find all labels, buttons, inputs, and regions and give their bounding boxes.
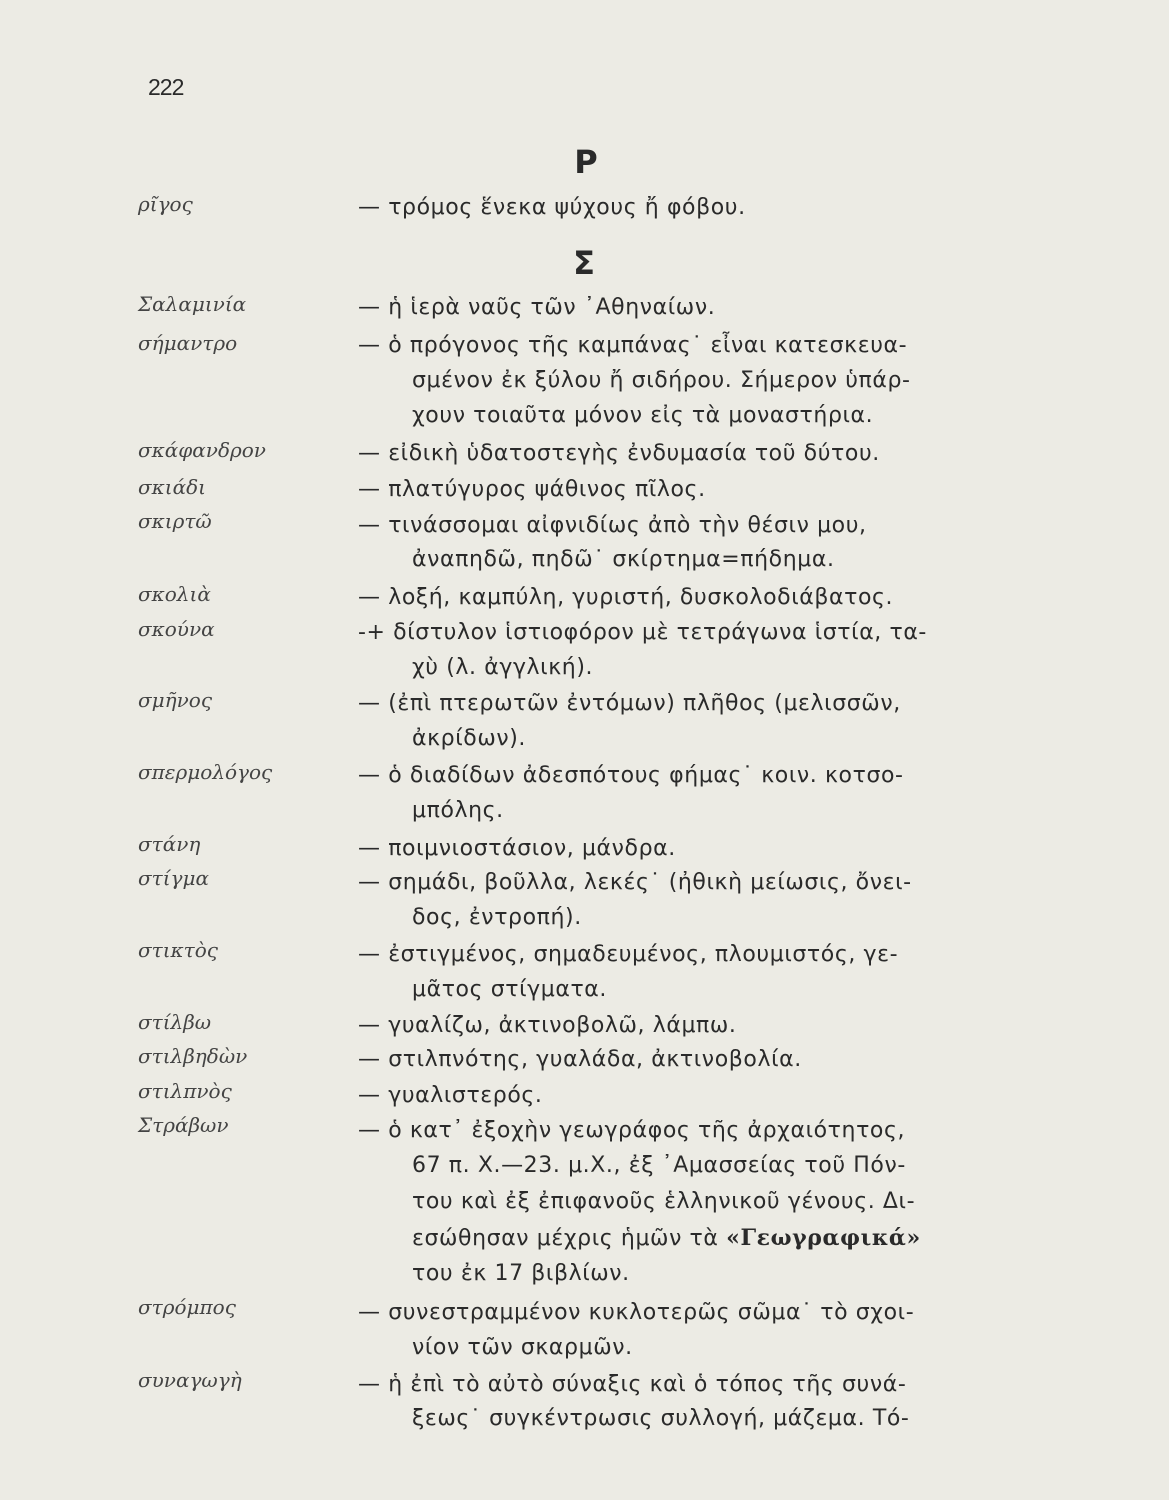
entry-term: σπερμολόγος: [138, 760, 273, 784]
entry-term: σκούνα: [138, 617, 215, 641]
entry-term: σκολιὰ: [138, 582, 211, 606]
entry-term: στιλβηδὼν: [138, 1044, 248, 1068]
entry-term: σμῆνος: [138, 688, 213, 712]
entry-definition-line: — εἰδικὴ ὑδατοστεγὴς ἐνδυμασία τοῦ δύτου.: [358, 441, 880, 466]
entry-definition-line: — (ἐπὶ πτερωτῶν ἐντόμων) πλῆθος (μελισσῶν,: [358, 691, 901, 716]
entry-term: στίλβω: [138, 1010, 212, 1034]
entry-term: σκάφανδρον: [138, 438, 266, 462]
entry-definition-line: — λοξή, καμπύλη, γυριστή, δυσκολοδιάβατος.: [358, 585, 894, 610]
entry-definition-line: ἀναπηδῶ, πηδῶ˙ σκίρτημα=πήδημα.: [412, 547, 835, 572]
entry-definition-line: του ἐκ 17 βιβλίων.: [412, 1261, 630, 1286]
entry-definition-line: — τρόμος ἕνεκα ψύχους ἤ φόβου.: [358, 195, 746, 220]
entry-definition-line: χουν τοιαῦτα μόνον εἰς τὰ μοναστήρια.: [412, 403, 874, 428]
entry-definition-line: ξεως˙ συγκέντρωσις συλλογή, μάζεμα. Τό-: [412, 1406, 910, 1431]
entry-term: Σαλαμινία: [138, 292, 247, 316]
entry-definition-line: ἀκρίδων).: [412, 726, 527, 751]
entry-definition-line: — πλατύγυρος ψάθινος πῖλος.: [358, 477, 706, 502]
entry-term: ρῖγος: [138, 192, 193, 216]
entry-definition-line: — συνεστραμμένον κυκλοτερῶς σῶμα˙ τὸ σχοι-: [358, 1300, 915, 1325]
book-title: «Γεωγραφικά»: [726, 1225, 921, 1251]
entry-definition-line: — σημάδι, βοῦλλα, λεκές˙ (ἠθικὴ μείωσις, ὄνει-: [358, 870, 912, 895]
entry-definition-line: σμένον ἐκ ξύλου ἤ σιδήρου. Σήμερον ὑπάρ-: [412, 368, 911, 393]
entry-term: στικτὸς: [138, 938, 218, 962]
section-letter-sigma: Σ: [573, 244, 595, 282]
entry-term: συναγωγὴ: [138, 1368, 242, 1392]
entry-definition-line: — ὁ διαδίδων ἀδεσπότους φήμας˙ κοιν. κοτσο-: [358, 763, 904, 788]
entry-term: στίγμα: [138, 866, 210, 890]
entry-definition-line: δος, ἐντροπή).: [412, 905, 582, 930]
entry-definition-line: — ἐστιγμένος, σημαδευμένος, πλουμιστός, γε-: [358, 942, 899, 967]
entry-term: σήμαντρο: [138, 331, 238, 355]
entry-definition-line: νίον τῶν σκαρμῶν.: [412, 1335, 633, 1360]
entry-definition-line: -+ δίστυλον ἱστιοφόρον μὲ τετράγωνα ἱστία, τα-: [358, 620, 927, 645]
definition-text: εσώθησαν μέχρις ἡμῶν τὰ: [412, 1226, 719, 1251]
entry-definition-line: — γυαλιστερός.: [358, 1083, 543, 1108]
entry-definition-line: — γυαλίζω, ἀκτινοβολῶ, λάμπω.: [358, 1013, 737, 1038]
entry-term: στάνη: [138, 832, 201, 856]
entry-term: Στράβων: [138, 1113, 229, 1137]
entry-definition-line: — ποιμνιοστάσιον, μάνδρα.: [358, 836, 676, 861]
entry-definition-line: [412, 1225, 921, 1251]
page-number: 222: [148, 74, 184, 100]
entry-definition-line: — ὁ πρόγονος τῆς καμπάνας˙ εἶναι κατεσκευα-: [358, 333, 908, 358]
entry-definition-line: — τινάσσομαι αἰφνιδίως ἀπὸ τὴν θέσιν μου,: [358, 513, 867, 538]
entry-definition-line: — ἡ ἐπὶ τὸ αὐτὸ σύναξις καὶ ὁ τόπος τῆς συνά-: [358, 1372, 907, 1397]
section-letter-rho: Ρ: [574, 143, 598, 181]
entry-definition-line: μᾶτος στίγματα.: [412, 977, 608, 1002]
entry-definition-line: — ἡ ἱερὰ ναῦς τῶν ᾽Αθηναίων.: [358, 295, 716, 320]
entry-definition-line: χὺ (λ. ἀγγλική).: [412, 655, 594, 680]
entry-term: σκιρτῶ: [138, 509, 212, 533]
entry-definition-line: 67 π. Χ.—23. μ.Χ., ἐξ ᾽Αμασσείας τοῦ Πόν-: [412, 1153, 906, 1178]
entry-definition-line: του καὶ ἐξ ἐπιφανοῦς ἑλληνικοῦ γένους. Δι-: [412, 1189, 916, 1214]
entry-term: στιλπνὸς: [138, 1079, 232, 1103]
entry-term: στρόμπος: [138, 1295, 236, 1319]
entry-definition-line: — ὁ κατ᾽ ἐξοχὴν γεωγράφος τῆς ἀρχαιότητος,: [358, 1118, 906, 1143]
entry-term: σκιάδι: [138, 475, 206, 499]
entry-definition-line: μπόλης.: [412, 798, 504, 823]
entry-definition-line: — στιλπνότης, γυαλάδα, ἀκτινοβολία.: [358, 1047, 802, 1072]
